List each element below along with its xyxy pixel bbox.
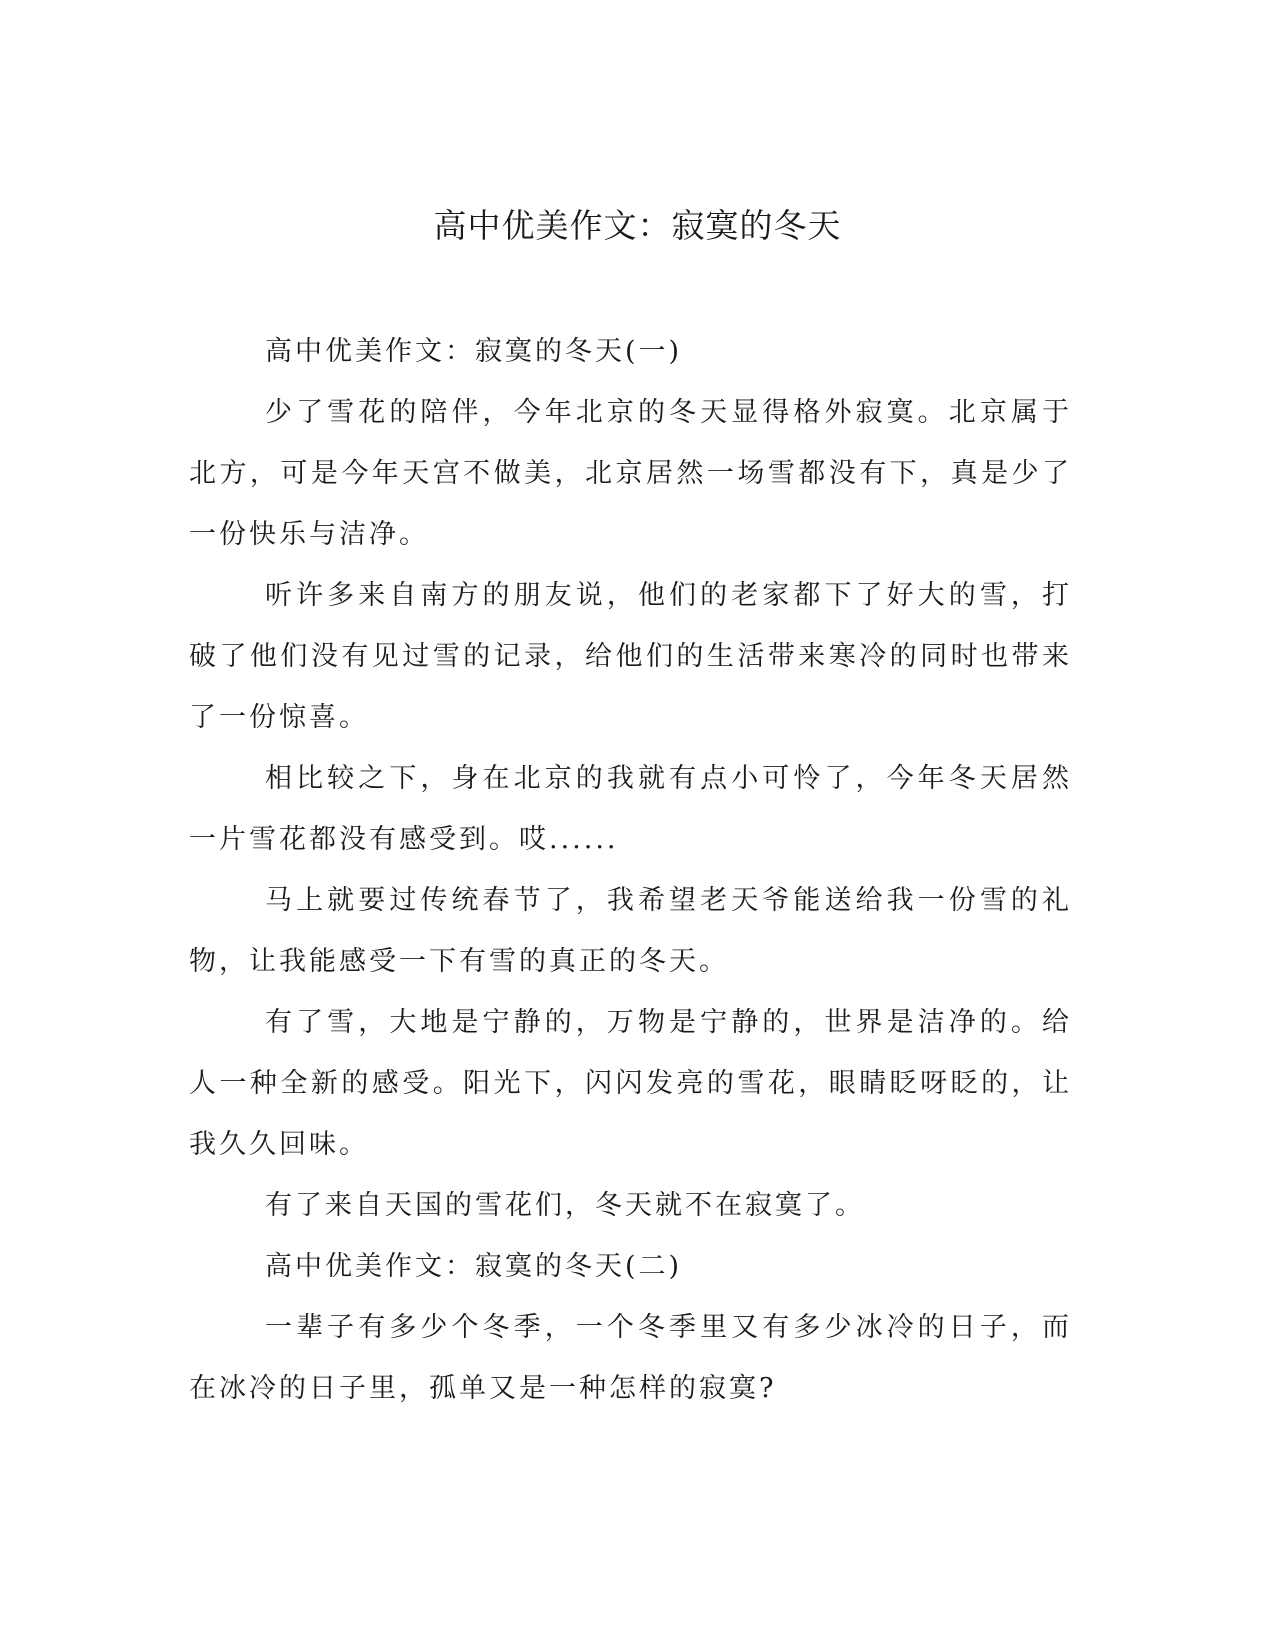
paragraph: 少了雪花的陪伴，今年北京的冬天显得格外寂寞。北京属于北方，可是今年天宫不做美，北京居然一场雪都没有下，真是少了一份快乐与洁净。 <box>189 397 1072 550</box>
document-body <box>189 321 1072 1419</box>
section-heading-1: 高中优美作文：寂寞的冬天(一) <box>265 336 683 367</box>
paragraph: 马上就要过传统春节了，我希望老天爷能送给我一份雪的礼物，让我能感受一下有雪的真正的冬天。 <box>189 885 1072 977</box>
paragraph: 一辈子有多少个冬季，一个冬季里又有多少冰冷的日子，而在冰冷的日子里，孤单又是一种怎样的寂寞? <box>189 1312 1072 1404</box>
section-heading-2: 高中优美作文：寂寞的冬天(二) <box>265 1251 683 1282</box>
paragraph: 有了来自天国的雪花们，冬天就不在寂寞了。 <box>265 1190 865 1221</box>
paragraph: 有了雪，大地是宁静的，万物是宁静的，世界是洁净的。给人一种全新的感受。阳光下，闪闪发亮的雪花，眼睛眨呀眨的，让我久久回味。 <box>189 1007 1072 1160</box>
document-title: 高中优美作文：寂寞的冬天 <box>433 206 842 245</box>
paragraph: 听许多来自南方的朋友说，他们的老家都下了好大的雪，打破了他们没有见过雪的记录，给他们的生活带来寒冷的同时也带来了一份惊喜。 <box>189 580 1072 733</box>
paragraph: 相比较之下，身在北京的我就有点小可怜了，今年冬天居然一片雪花都没有感受到。哎...... <box>189 763 1072 855</box>
